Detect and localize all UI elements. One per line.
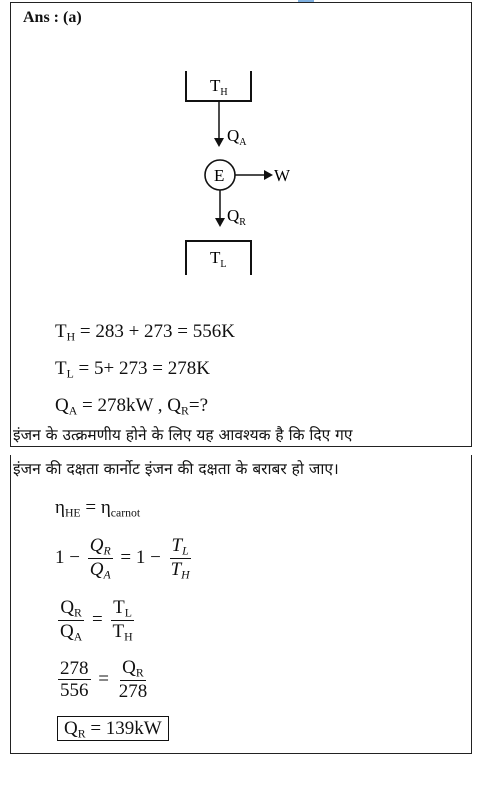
- work-label: W: [274, 166, 291, 185]
- solution-box-top: [10, 2, 472, 447]
- fraction-numeric-left: $\frac{278}{556}$: [60, 657, 89, 702]
- work-arrowhead: [264, 170, 273, 180]
- eq-simple-ratio: $\frac{Q_R}{Q_A}$ = $\frac{T_L}{T_H}$: [60, 597, 133, 644]
- eq-t-high: $T_H = 283 + 273 = 556K$: [55, 321, 235, 344]
- engine-label: E: [214, 166, 225, 185]
- answer-label: Ans : (a): [23, 9, 82, 26]
- heat-in-label: $Q_A$: [227, 126, 247, 148]
- solution-box-bottom: [10, 455, 472, 754]
- heat-out-arrowhead: [215, 218, 225, 227]
- eq-t-low: $T_L = 5+ 273 = 278K$: [55, 358, 210, 381]
- result-box: $Q_R = 139kW$: [57, 716, 169, 741]
- heat-engine-diagram: [11, 63, 471, 343]
- final-result: [57, 718, 169, 742]
- heat-in-arrowhead: [214, 138, 224, 147]
- eq-efficiency: $\eta_{HE} = \eta_{carnot}$: [55, 497, 141, 520]
- hindi-line-1: इंजन के उत्क्रमणीय होने के लिए यह आवश्यक है कि दिए गए: [13, 426, 353, 444]
- cold-reservoir-label: $T_L$: [210, 248, 227, 270]
- fraction-q: $\frac{Q_R}{Q_A}$: [89, 535, 111, 582]
- hot-reservoir-label: $T_H$: [210, 76, 228, 98]
- eq-ratio-temperature: 1 − $\frac{Q_R}{Q_A}$ = 1 − $\frac{T_L}{T_H}$: [55, 535, 190, 582]
- fraction-t: $\frac{T_L}{T_H}$: [170, 535, 190, 582]
- fraction-q-simple: $\frac{Q_R}{Q_A}$: [60, 597, 83, 644]
- eq-numeric: $\frac{278}{556}$ = $\frac{Q_R}{278}$: [60, 657, 148, 703]
- fraction-t-simple: $\frac{T_L}{T_H}$: [112, 597, 133, 644]
- fraction-numeric-right: $\frac{Q_R}{278}$: [118, 657, 148, 703]
- hindi-line-2: इंजन की दक्षता कार्नोट इंजन की दक्षता के बराबर हो जाए।: [13, 460, 339, 478]
- eq-q-a: $Q_A = 278kW$ , $Q_R=$?: [55, 395, 209, 418]
- heat-out-label: $Q_R$: [227, 206, 246, 228]
